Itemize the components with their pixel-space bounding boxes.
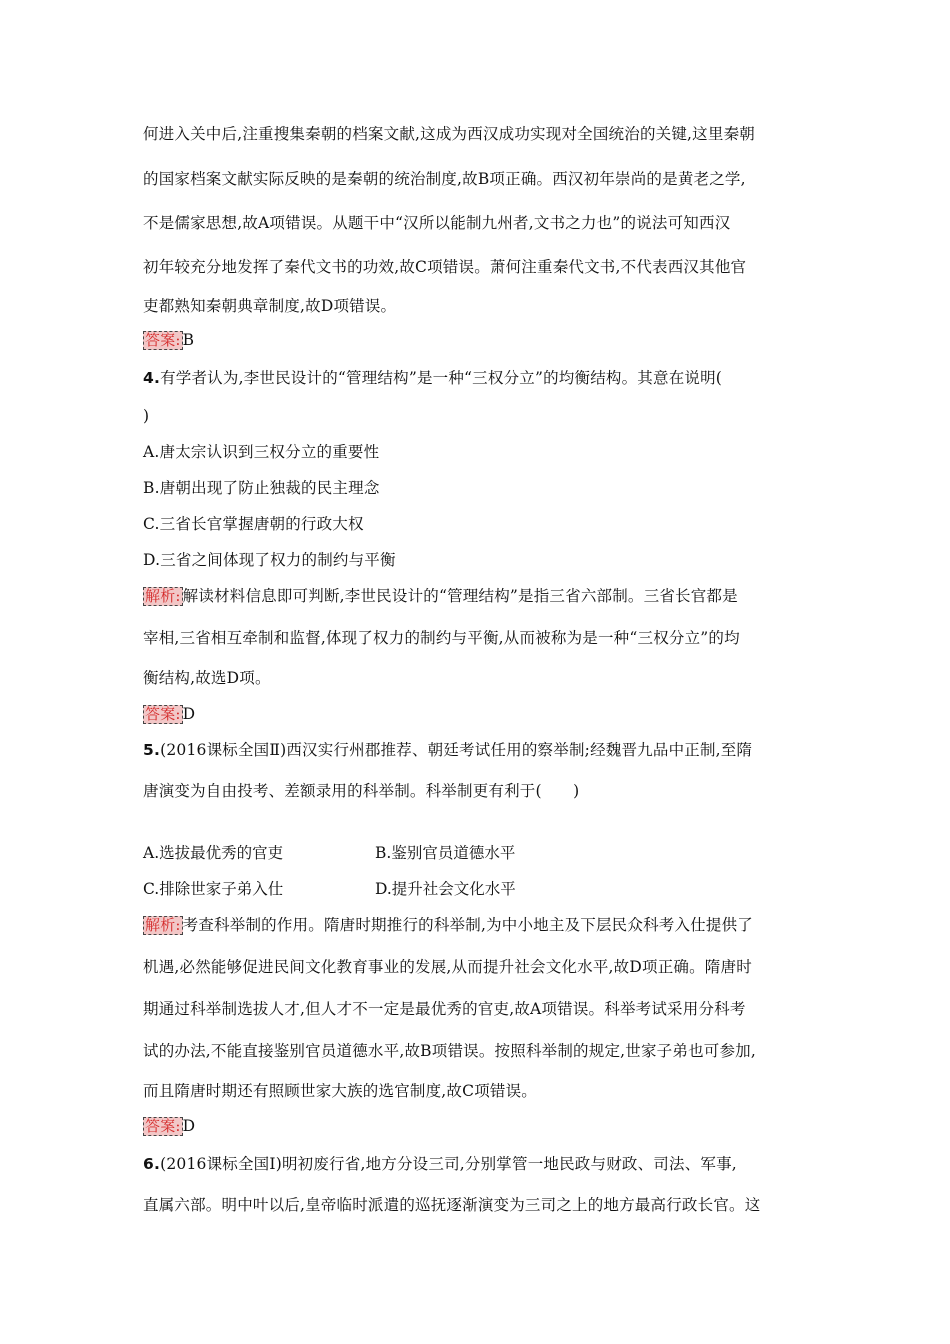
q6-stem-line-2: 直属六部。明中叶以后,皇帝临时派遣的巡抚逐渐演变为三司之上的地方最高行政长官。这: [143, 1196, 761, 1214]
q5-option-b: B.鉴别官员道德水平: [375, 844, 516, 862]
q6-stem-line-1: [143, 1154, 813, 1174]
q4-analysis-text: 解读材料信息即可判断,李世民设计的“管理结构”是指三省六部制。三省长官都是: [182, 587, 738, 605]
q5-analysis-line-4: 试的办法,不能直接鉴别官员道德水平,故B项错误。按照科举制的规定,世家子弟也可参加,: [143, 1042, 757, 1060]
q4-stem-line-2: ): [143, 407, 150, 425]
q4-analysis-line-2: 宰相,三省相互牵制和监督,体现了权力的制约与平衡,从而被称为是一种“三权分立”的均: [143, 629, 740, 647]
answer-label: 答案:: [145, 1117, 181, 1135]
q5-stem-line-2: 唐演变为自由投考、差额录用的科举制。科举制更有利于( ): [143, 782, 580, 800]
answer-label: 答案:: [145, 331, 181, 349]
q4-option-a: A.唐太宗认识到三权分立的重要性: [143, 443, 380, 461]
q4-analysis-line-3: 衡结构,故选D项。: [143, 669, 271, 687]
q4-stem-line-1: [143, 368, 813, 388]
answer-value: D: [182, 1117, 196, 1135]
q3-analysis-line-1: 何进入关中后,注重搜集秦朝的档案文献,这成为西汉成功实现对全国统治的关键,这里秦朝: [143, 125, 755, 143]
q4-option-c: C.三省长官掌握唐朝的行政大权: [143, 515, 364, 533]
q5-stem-text: (2016课标全国Ⅱ)西汉实行州郡推荐、朝廷考试任用的察举制;经魏晋九品中正制,至隋: [160, 741, 753, 759]
question-number: 6.: [143, 1155, 161, 1173]
q4-answer: [143, 704, 813, 724]
analysis-label: 解析:: [145, 587, 181, 605]
question-number: 4.: [143, 369, 161, 387]
q5-analysis-text: 考查科举制的作用。隋唐时期推行的科举制,为中小地主及下层民众科考入仕提供了: [182, 916, 753, 934]
q5-analysis-line-2: 机遇,必然能够促进民间文化教育事业的发展,从而提升社会文化水平,故D项正确。隋唐时: [143, 958, 752, 976]
answer-label: 答案:: [145, 705, 181, 723]
q5-option-d: D.提升社会文化水平: [375, 880, 516, 898]
question-number: 5.: [143, 741, 161, 759]
q4-option-b: B.唐朝出现了防止独裁的民主理念: [143, 479, 380, 497]
q6-stem-text: (2016课标全国Ⅰ)明初废行省,地方分设三司,分别掌管一地民政与财政、司法、军事,: [160, 1155, 737, 1173]
q5-analysis-line-1: [143, 915, 813, 935]
q5-option-c: C.排除世家子弟入仕: [143, 880, 284, 898]
q4-stem-text: 有学者认为,李世民设计的“管理结构”是一种“三权分立”的均衡结构。其意在说明(: [160, 369, 723, 387]
q4-option-d: D.三省之间体现了权力的制约与平衡: [143, 551, 396, 569]
q5-stem-line-1: [143, 740, 813, 760]
analysis-label: 解析:: [145, 916, 181, 934]
q3-analysis-line-5: 吏都熟知秦朝典章制度,故D项错误。: [143, 297, 397, 315]
q3-analysis-line-3: 不是儒家思想,故A项错误。从题干中“汉所以能制九州者,文书之力也”的说法可知西汉: [143, 214, 731, 232]
q3-analysis-line-4: 初年较充分地发挥了秦代文书的功效,故C项错误。萧何注重秦代文书,不代表西汉其他官: [143, 258, 747, 276]
q5-answer: [143, 1116, 813, 1136]
answer-value: D: [182, 705, 196, 723]
q5-option-a: A.选拔最优秀的官吏: [143, 844, 284, 862]
q5-analysis-line-5: 而且隋唐时期还有照顾世家大族的选官制度,故C项错误。: [143, 1082, 537, 1100]
q5-analysis-line-3: 期通过科举制选拔人才,但人才不一定是最优秀的官吏,故A项错误。科举考试采用分科考: [143, 1000, 746, 1018]
q3-analysis-line-2: 的国家档案文献实际反映的是秦朝的统治制度,故B项正确。西汉初年崇尚的是黄老之学,: [143, 170, 746, 188]
q3-answer: [143, 330, 813, 350]
q4-analysis-line-1: [143, 586, 813, 606]
answer-value: B: [182, 331, 195, 349]
